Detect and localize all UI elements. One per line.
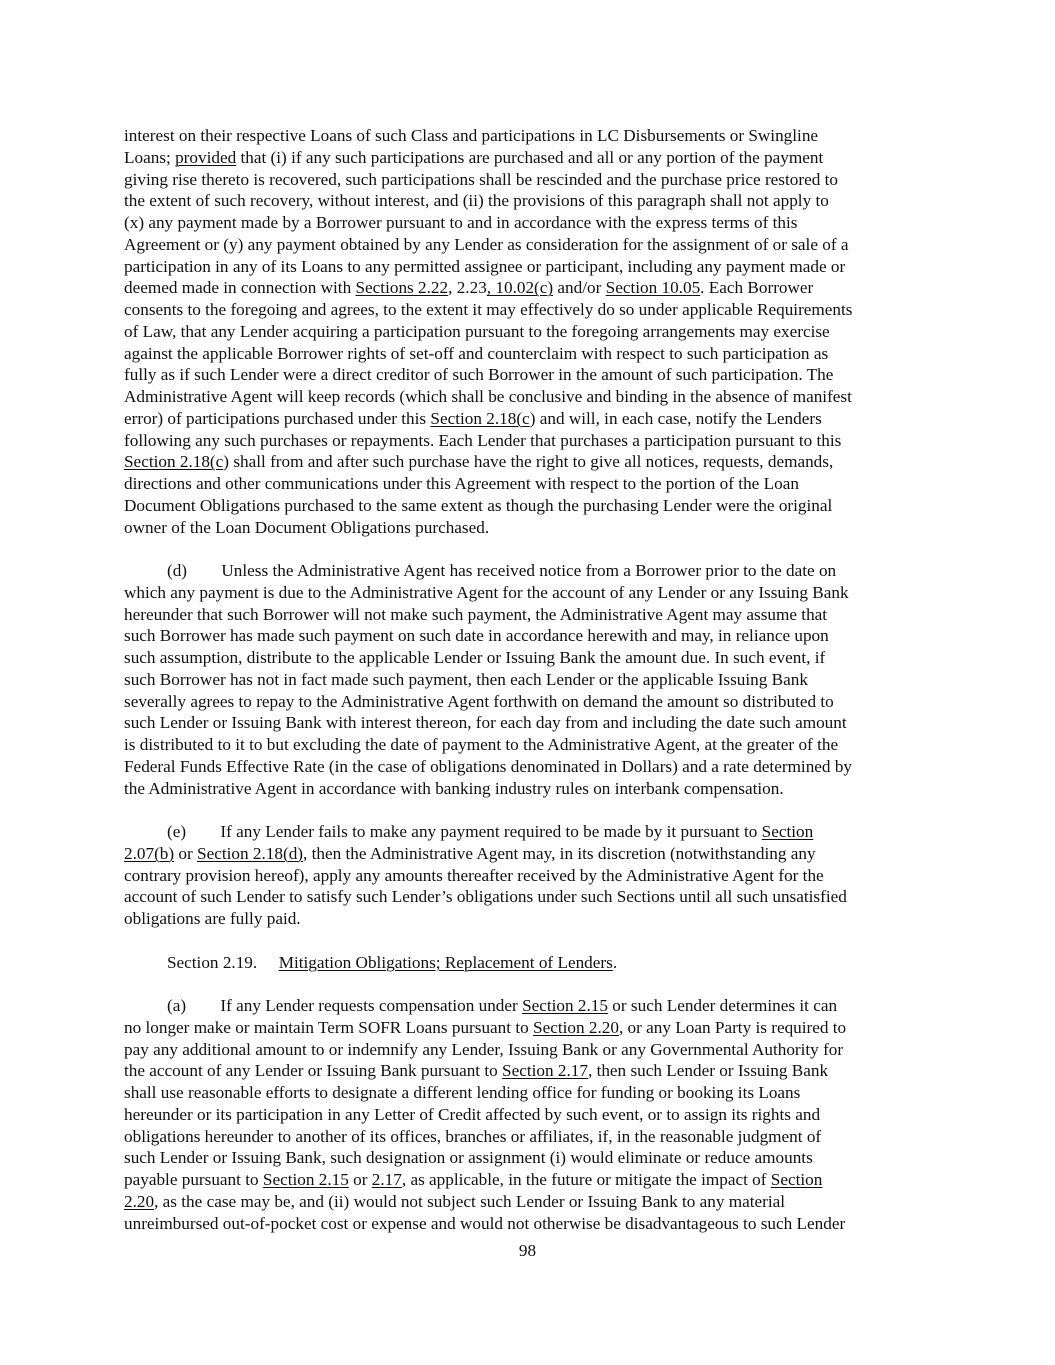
cross-reference-link[interactable]: 2.07(b)	[124, 843, 175, 863]
text-line	[124, 408, 936, 430]
text-run: such Borrower has not in fact made such payment, then each Lender or the applicable Issuing Bank	[124, 669, 808, 689]
cross-reference-link[interactable]: Section 2.20	[533, 1017, 619, 1037]
text-line	[124, 517, 936, 539]
text-run: account of such Lender to satisfy such Lender’s obligations under such Sections until all such unsatisfied	[124, 887, 847, 907]
text-line	[124, 1169, 936, 1191]
text-line	[124, 1191, 936, 1213]
text-run: such assumption, distribute to the applicable Lender or Issuing Bank the amount due. In such event, if	[124, 648, 826, 667]
text-line	[124, 1082, 936, 1104]
text-line	[124, 1104, 936, 1126]
text-run: Federal Funds Effective Rate (in the case of obligations denominated in Dollars) and a rate determined by	[124, 756, 853, 776]
cross-reference-link[interactable]: Section	[770, 1170, 823, 1189]
text-run: error) of participations purchased under this	[124, 408, 431, 428]
cross-reference-link[interactable]: Sections 2.22	[355, 278, 449, 298]
text-run: . Each Borrower	[700, 278, 814, 298]
text-run: consents to the foregoing and agrees, to the extent it may effectively do so under applicable Requirements	[124, 300, 853, 319]
text-run: is distributed to it to but excluding the date of payment to the Administrative Agent, at the greater of the	[124, 735, 839, 754]
text-run: ) and will, in each case, notify the Lenders	[529, 408, 822, 428]
text-run: Loans;	[124, 147, 176, 167]
cross-reference-link[interactable]: 2.17	[371, 1170, 402, 1189]
text-line	[124, 908, 936, 930]
text-line	[124, 234, 936, 256]
text-line	[124, 451, 936, 473]
text-run: (d) Unless the Administrative Agent has received notice from a Borrower prior to the date on	[124, 561, 837, 580]
text-run: of Law, that any Lender acquiring a participation pursuant to the foregoing arrangements may exercise	[124, 321, 830, 341]
text-line	[124, 843, 936, 865]
text-run: or such Lender determines it can	[608, 996, 838, 1015]
cross-reference-link[interactable]: Section	[761, 822, 814, 841]
text-line	[124, 321, 936, 343]
text-line	[124, 1017, 936, 1039]
cross-reference-link[interactable]: , 10.02(c)	[486, 278, 554, 298]
cross-reference-link[interactable]: Section 2.18(c	[430, 408, 530, 428]
text-line	[124, 756, 936, 778]
text-run: the Administrative Agent in accordance with banking industry rules on interbank compensation.	[124, 778, 784, 798]
text-run: participation in any of its Loans to any permitted assignee or participant, including any payment made or	[124, 256, 846, 276]
text-run: hereunder that such Borrower will not make such payment, the Administrative Agent may assume that	[124, 604, 828, 624]
text-run: such Borrower has made such payment on such date in accordance herewith and may, in reliance upon	[124, 626, 829, 646]
text-run: Administrative Agent will keep records (which shall be conclusive and binding in the absence of manifest	[124, 387, 852, 406]
text-run: which any payment is due to the Administrative Agent for the account of any Lender or any Issuing Bank	[124, 582, 849, 602]
text-run: (a) If any Lender requests compensation under	[124, 996, 523, 1015]
text-run: unreimbursed out-of-pocket cost or expense and would not otherwise be disadvantageous to such Lender	[124, 1213, 846, 1233]
text-run: such Lender or Issuing Bank with interest thereon, for each day from and including the date such amount	[124, 713, 847, 733]
text-run: the extent of such recovery, without interest, and (ii) the provisions of this paragraph shall not apply to	[124, 191, 829, 211]
paragraph-d	[124, 560, 936, 799]
text-run: (e) If any Lender fails to make any payment required to be made by it pursuant to	[124, 822, 762, 841]
text-line	[124, 1213, 936, 1235]
cross-reference-link[interactable]: 2.20	[124, 1191, 155, 1211]
cross-reference-link[interactable]: Section 2.17	[502, 1061, 588, 1081]
paragraph-e	[124, 821, 936, 930]
text-run: severally agrees to repay to the Administrative Agent forthwith on demand the amount so distributed to	[124, 691, 834, 711]
text-line	[124, 343, 936, 365]
text-run: contrary provision hereof), apply any amounts thereafter received by the Administrative Agent for the	[124, 865, 824, 885]
text-run: the account of any Lender or Issuing Bank pursuant to	[124, 1061, 503, 1081]
text-run: against the applicable Borrower rights of set-off and counterclaim with respect to such participation as	[124, 343, 829, 363]
page-number: 98	[518, 1241, 537, 1260]
text-run: , then such Lender or Issuing Bank	[587, 1061, 829, 1081]
cross-reference-link[interactable]: Section 2.18(d)	[197, 843, 304, 863]
text-run: and/or	[553, 278, 606, 298]
text-line	[124, 386, 936, 408]
text-line	[124, 277, 936, 299]
text-run: or	[174, 843, 198, 863]
text-line	[124, 582, 936, 604]
cross-reference-link[interactable]: Section 2.18(c	[124, 452, 224, 472]
text-run: obligations hereunder to another of its offices, branches or affiliates, if, in the reasonable judgment of	[124, 1126, 822, 1146]
text-line	[124, 473, 936, 495]
text-run: .	[612, 952, 618, 972]
cross-reference-link[interactable]: provided	[175, 147, 237, 167]
text-run: ) shall from and after such purchase have the right to give all notices, requests, demands,	[223, 452, 834, 472]
text-line	[124, 147, 936, 169]
text-line	[124, 1060, 936, 1082]
text-run: owner of the Loan Document Obligations purchased.	[124, 517, 490, 537]
text-line	[124, 821, 936, 843]
text-run: such Lender or Issuing Bank, such designation or assignment (i) would eliminate or reduce amounts	[124, 1148, 813, 1168]
section-heading	[124, 952, 936, 974]
text-run: following any such purchases or repayments. Each Lender that purchases a participation pursuant to this	[124, 430, 842, 450]
text-run: interest on their respective Loans of such Class and participations in LC Disbursements or Swingline	[124, 126, 819, 145]
text-line	[124, 886, 936, 908]
text-run: shall use reasonable efforts to designate a different lending office for funding or booking its Loans	[124, 1083, 801, 1102]
text-line	[124, 995, 936, 1017]
text-line	[124, 865, 936, 887]
text-run: , as the case may be, and (ii) would not subject such Lender or Issuing Bank to any material	[154, 1191, 786, 1211]
text-line	[124, 952, 936, 974]
text-line	[124, 647, 936, 669]
cross-reference-link[interactable]: Section 2.15	[262, 1170, 349, 1189]
text-run: fully as if such Lender were a direct creditor of such Borrower in the amount of such participation. The	[124, 365, 834, 385]
text-line	[124, 125, 936, 147]
text-line	[124, 778, 936, 800]
text-line	[124, 734, 936, 756]
text-line	[124, 1126, 936, 1148]
text-run: , 2.23	[448, 278, 487, 298]
text-run: deemed made in connection with	[124, 278, 356, 298]
text-run: , or any Loan Party is required to	[618, 1017, 847, 1037]
text-run: Section 2.19.	[124, 952, 279, 972]
document-body	[124, 125, 936, 1234]
text-line	[124, 1147, 936, 1169]
text-line	[124, 364, 936, 386]
text-run: hereunder or its participation in any Letter of Credit affected by such event, or to assign its rights and	[124, 1104, 821, 1124]
text-run: pay any additional amount to or indemnify any Lender, Issuing Bank or any Governmental Authority for	[124, 1039, 844, 1059]
paragraph-gap	[124, 799, 936, 821]
text-line	[124, 256, 936, 278]
text-run: payable pursuant to	[124, 1170, 263, 1189]
text-line	[124, 190, 936, 212]
text-line	[124, 1039, 936, 1061]
text-line	[124, 625, 936, 647]
paragraph-gap	[124, 930, 936, 952]
paragraph-a	[124, 995, 936, 1234]
text-run: that (i) if any such participations are purchased and all or any portion of the payment	[236, 147, 824, 167]
text-line	[124, 691, 936, 713]
text-line	[124, 430, 936, 452]
text-run: Agreement or (y) any payment obtained by any Lender as consideration for the assignment of or sale of a	[124, 234, 849, 254]
text-run: (x) any payment made by a Borrower pursuant to and in accordance with the express terms of this	[124, 213, 798, 232]
text-line	[124, 560, 936, 582]
text-run: obligations are fully paid.	[124, 909, 301, 928]
cross-reference-link[interactable]: Mitigation Obligations; Replacement of Lenders	[278, 952, 613, 972]
paragraph-c-continuation	[124, 125, 936, 538]
text-run: or	[348, 1170, 372, 1189]
text-run: , then the Administrative Agent may, in its discretion (notwithstanding any	[303, 843, 816, 863]
text-line	[124, 604, 936, 626]
text-run: directions and other communications under this Agreement with respect to the portion of the Loan	[124, 474, 799, 493]
text-line	[124, 495, 936, 517]
text-line	[124, 212, 936, 234]
text-line	[124, 669, 936, 691]
text-run: no longer make or maintain Term SOFR Loans pursuant to	[124, 1017, 534, 1037]
text-run: Document Obligations purchased to the same extent as though the purchasing Lender were the original	[124, 495, 833, 515]
text-run: , as applicable, in the future or mitigate the impact of	[401, 1170, 771, 1189]
cross-reference-link[interactable]: Section 10.05	[605, 278, 701, 298]
cross-reference-link[interactable]: Section 2.15	[522, 996, 608, 1015]
text-run: giving rise thereto is recovered, such participations shall be rescinded and the purchase price restored to	[124, 169, 838, 189]
paragraph-gap	[124, 973, 936, 995]
text-line	[124, 712, 936, 734]
text-line	[124, 299, 936, 321]
text-line	[124, 169, 936, 191]
paragraph-gap	[124, 538, 936, 560]
